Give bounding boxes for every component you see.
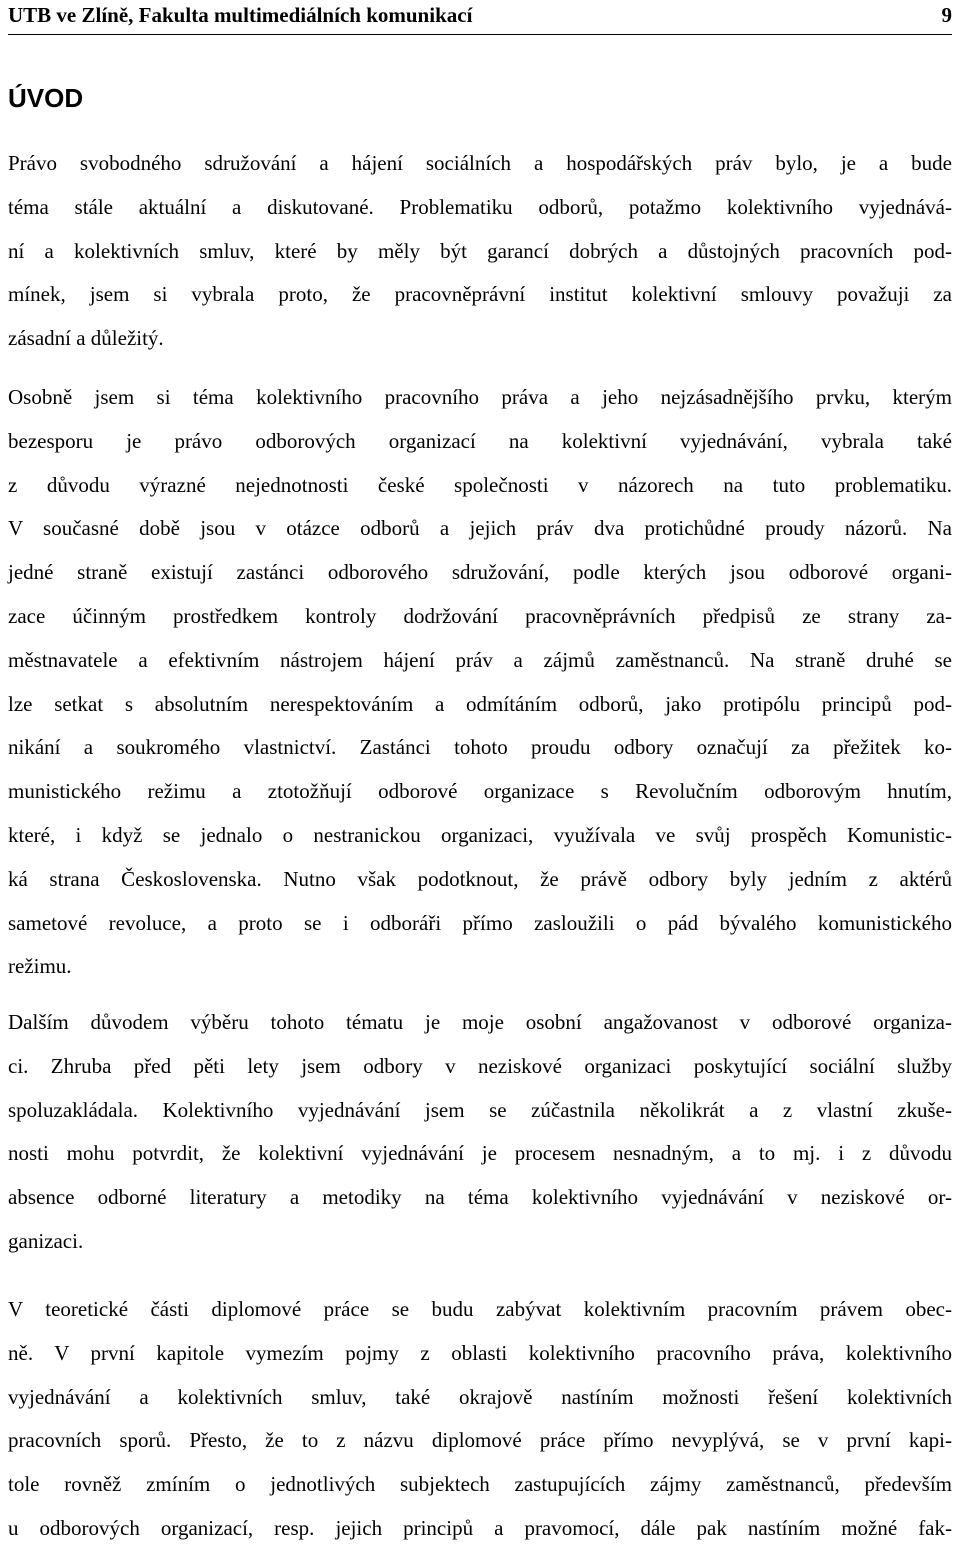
text-line: ně. V první kapitole vymezím pojmy z oblasti kolektivního pracovního práva, kolektivního — [8, 1340, 952, 1365]
text-line: pracovních sporů. Přesto, že to z názvu diplomové práce přímo nevyplývá, se v první kapi- — [8, 1428, 952, 1453]
paragraph-1 — [8, 142, 952, 361]
paragraph-2 — [8, 376, 952, 989]
text-line: munistického režimu a ztotožňují odborové organizace s Revolučním odborovým hnutím, — [8, 779, 952, 804]
text-line: bezesporu je právo odborových organizací na kolektivní vyjednávání, vybrala také — [8, 428, 952, 453]
text-line: které, i když se jednalo o nestranickou organizaci, využívala ve svůj prospěch Komunistic- — [8, 822, 952, 847]
paragraph-4 — [8, 1288, 952, 1551]
text-line: V teoretické části diplomové práce se budu zabývat kolektivním pracovním právem obec- — [8, 1297, 952, 1321]
text-line: z důvodu výrazné nejednotnosti české společnosti v názorech na tuto problematiku. — [8, 472, 952, 497]
text-line: V současné době jsou v otázce odborů a jejich práv dva protichůdné proudy názorů. Na — [8, 516, 952, 541]
paragraph-3 — [8, 1001, 952, 1264]
text-line: mínek, jsem si vybrala proto, že pracovněprávní institut kolektivní smlouvy považuji za — [8, 282, 952, 307]
text-line: Osobně jsem si téma kolektivního pracovního práva a jeho nejzásadnějšího prvku, kterým — [8, 385, 952, 409]
text-line: Právo svobodného sdružování a hájení sociálních a hospodářských práv bylo, je a bude — [8, 151, 952, 175]
text-line: ci. Zhruba před pěti lety jsem odbory v neziskové organizaci poskytující sociální služby — [8, 1053, 952, 1078]
text-line: absence odborné literatury a metodiky na téma kolektivního vyjednávání v neziskové or- — [8, 1185, 952, 1210]
text-line: zásadní a důležitý. — [8, 326, 164, 351]
text-line: nosti mohu potvrdit, že kolektivní vyjednávání je procesem nesnadným, a to mj. i z důvodu — [8, 1141, 952, 1166]
text-line: sametové revoluce, a proto se i odboráři přímo zasloužili o pád bývalého komunistického — [8, 910, 952, 935]
text-line: ganizaci. — [8, 1228, 84, 1253]
page-number: 9 — [941, 3, 952, 27]
text-line: u odborových organizací, resp. jejich principů a pravomocí, dále pak nastíním možné fak- — [8, 1515, 952, 1540]
text-line: lze setkat s absolutním nerespektováním a odmítáním odborů, jako protipólu principů pod- — [8, 691, 952, 716]
text-line: téma stále aktuální a diskutované. Problematiku odborů, potažmo kolektivního vyjednává- — [8, 194, 952, 219]
text-line: nikání a soukromého vlastnictví. Zastánci tohoto proudu odbory označují za přežitek ko- — [8, 735, 952, 760]
text-line: tole rovněž zmíním o jednotlivých subjektech zastupujících zájmy zaměstnanců, především — [8, 1472, 952, 1497]
text-line: vyjednávání a kolektivních smluv, také okrajově nastíním možnosti řešení kolektivních — [8, 1384, 952, 1409]
page-header — [8, 0, 952, 35]
text-line: režimu. — [8, 954, 72, 979]
header-institution: UTB ve Zlíně, Fakulta multimediálních komunikací — [8, 3, 473, 27]
text-line: jedné straně existují zastánci odborového sdružování, podle kterých jsou odborové organi- — [8, 560, 952, 585]
text-line: Dalším důvodem výběru tohoto tématu je moje osobní angažovanost v odborové organiza- — [8, 1010, 952, 1034]
text-line: ní a kolektivních smluv, které by měly být garancí dobrých a důstojných pracovních pod- — [8, 238, 952, 263]
chapter-title: ÚVOD — [8, 83, 84, 113]
text-line: městnavatele a efektivním nástrojem hájení práv a zájmů zaměstnanců. Na straně druhé se — [8, 647, 952, 672]
text-line: ká strana Československa. Nutno však podotknout, že právě odbory byly jedním z aktérů — [8, 866, 952, 891]
text-line: spoluzakládala. Kolektivního vyjednávání jsem se zúčastnila několikrát a z vlastní zkuše- — [8, 1097, 952, 1122]
text-line: zace účinným prostředkem kontroly dodržování pracovněprávních předpisů ze strany za- — [8, 603, 952, 628]
